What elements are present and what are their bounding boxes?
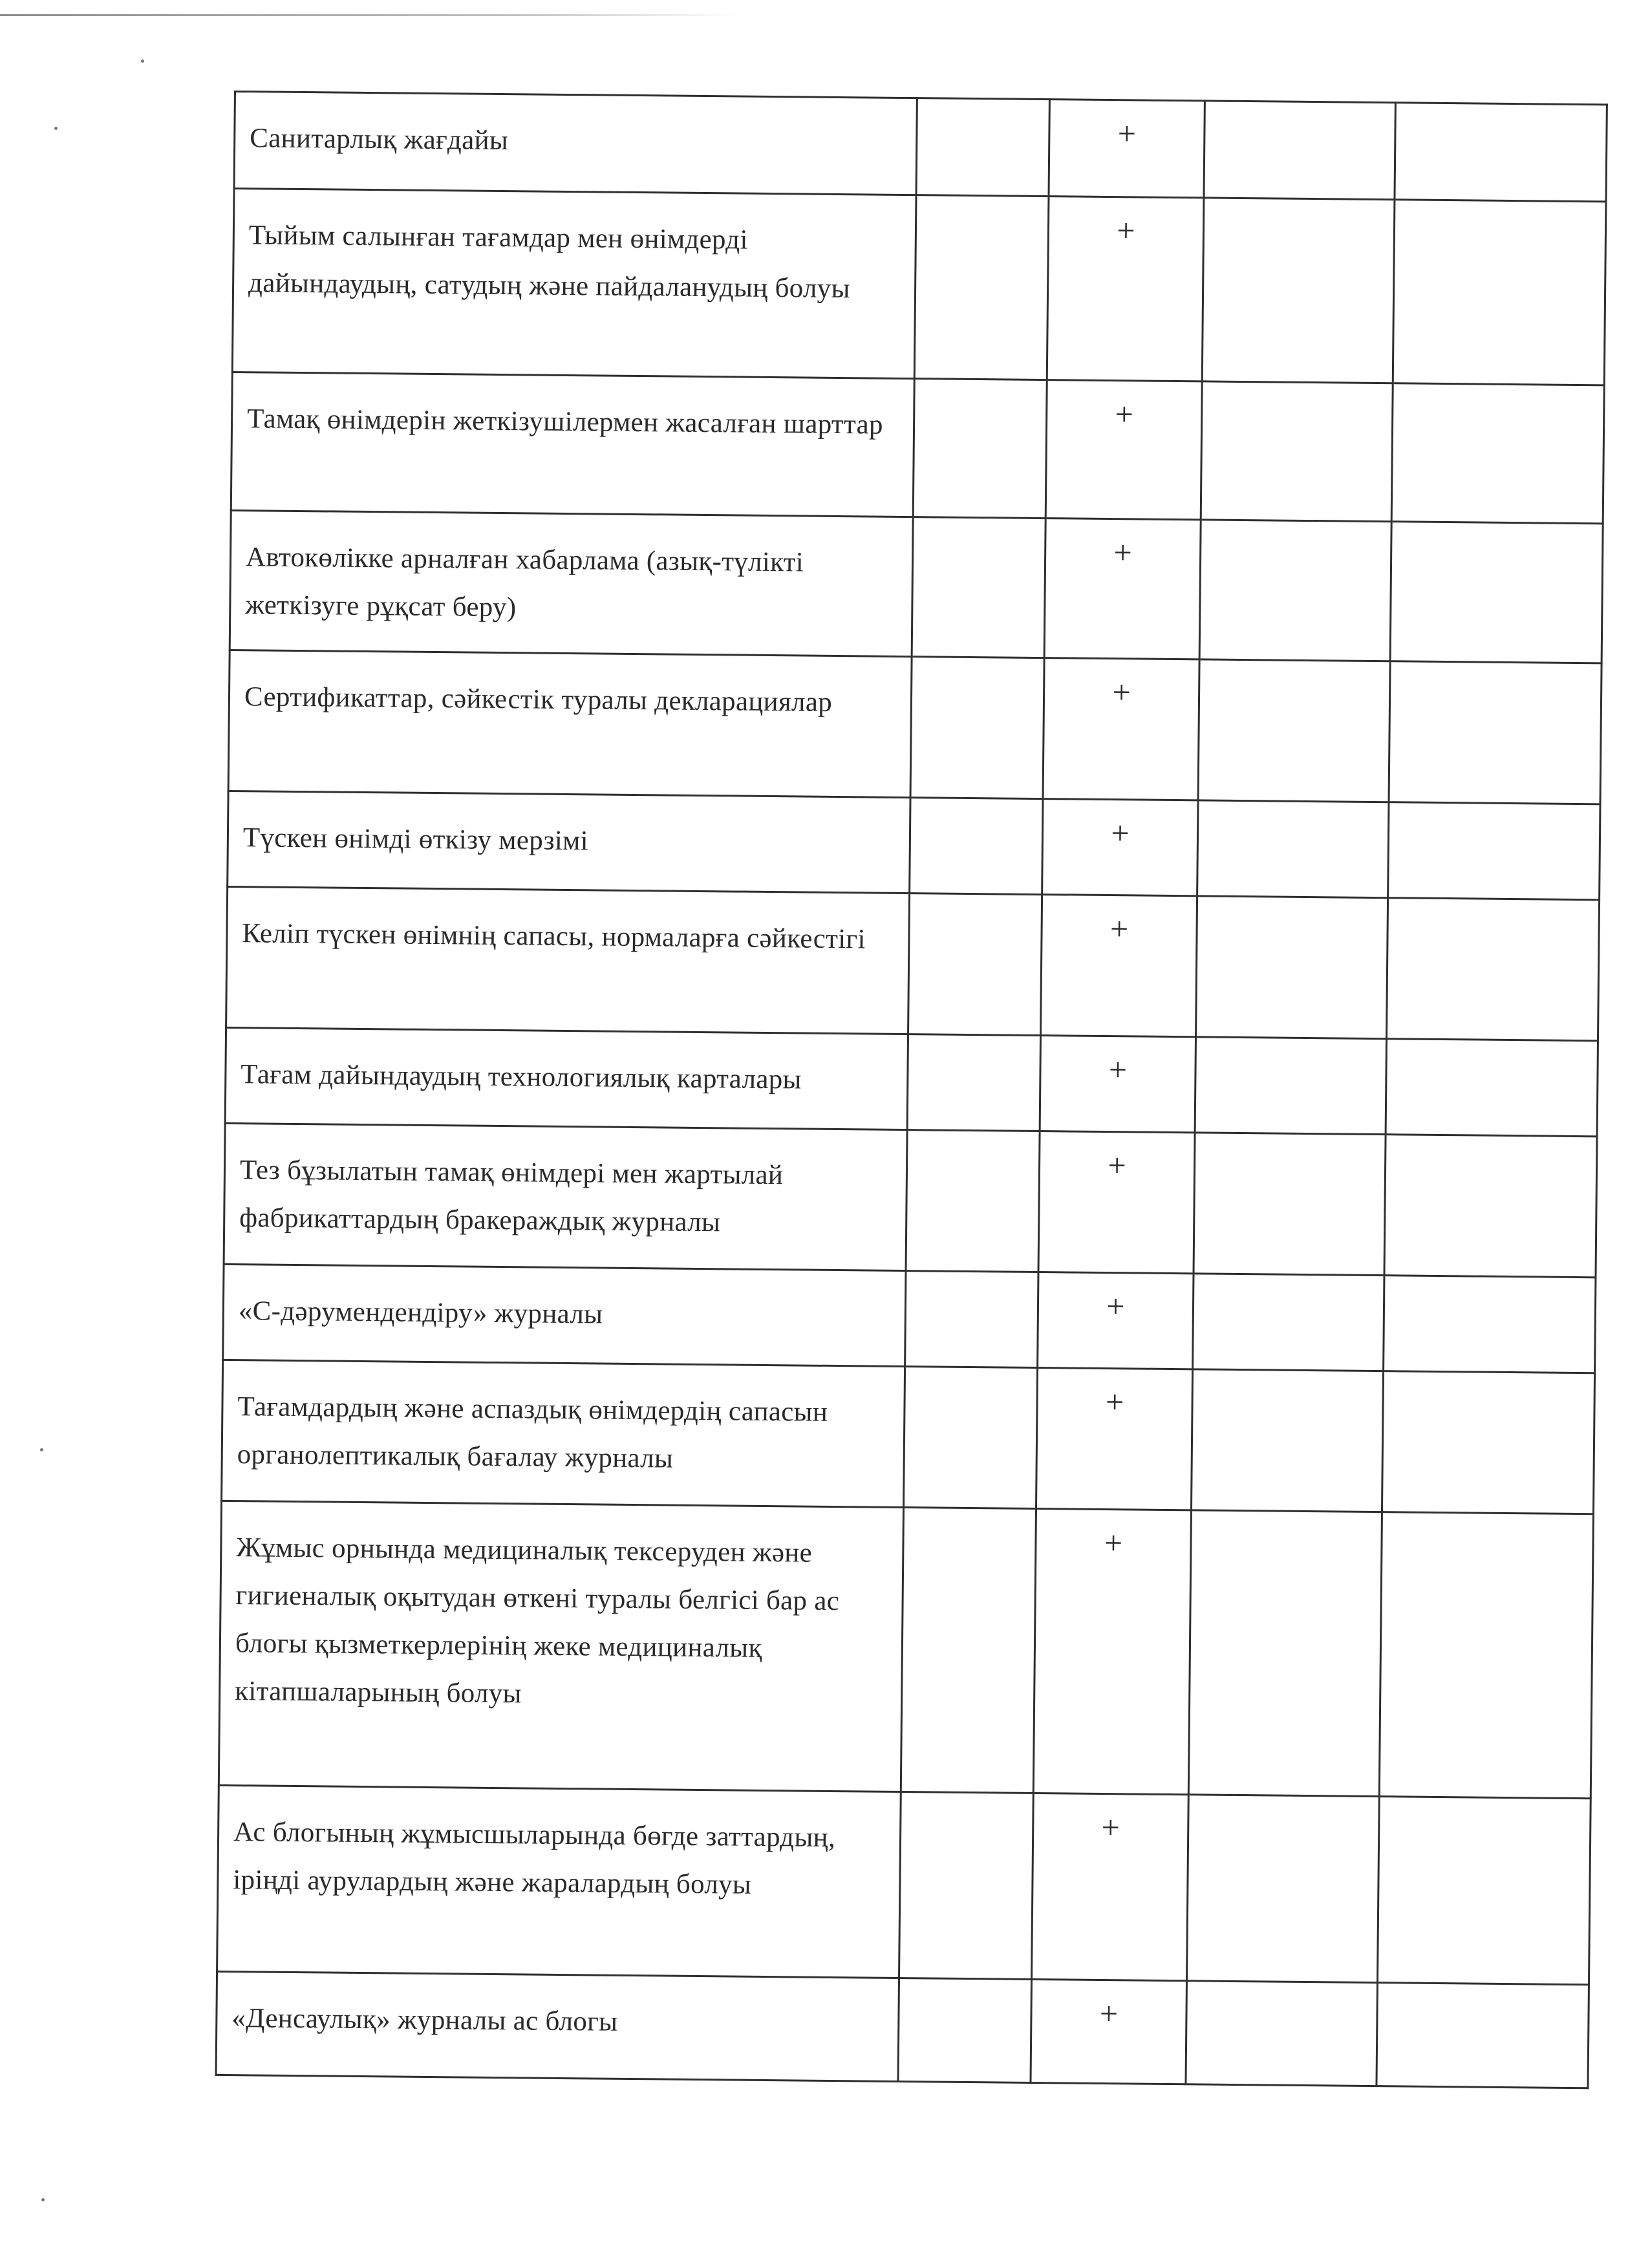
table-row [234,92,1607,202]
row-label: Автокөлікке арналған хабарлама (азық-түлікті жеткізуге рұқсат беру) [230,510,913,656]
mark-cell [910,657,1044,799]
scan-speck [40,1448,43,1451]
row-label: Келіп түскен өнімнің сапасы, нормаларға сәйкестігі [226,886,910,1034]
mark-cell [907,1034,1040,1131]
mark-cell [1198,659,1390,802]
mark-cell: + [1033,1509,1191,1795]
mark-cell [904,1367,1038,1509]
mark-cell [910,798,1043,895]
table-row [216,1971,1589,2088]
mark-cell [1201,381,1393,522]
mark-cell [1186,1981,1378,2086]
mark-cell [1188,1510,1382,1797]
mark-cell [1191,1369,1383,1512]
mark-cell: + [1031,1979,1187,2084]
mark-cell [1377,1797,1591,1985]
mark-cell: + [1036,1368,1193,1510]
row-label: «С-дәрумендендіру» журналы [223,1264,906,1366]
table-row [232,189,1606,385]
mark-cell [1379,1512,1593,1799]
table-row [222,1360,1595,1514]
checklist-table-wrapper [215,91,1606,2089]
scan-edge-line [0,14,737,16]
table-row [230,510,1603,663]
mark-cell: + [1043,658,1199,800]
mark-cell [1384,1276,1596,1373]
mark-cell: + [1032,1793,1189,1980]
mark-cell: + [1040,1036,1195,1133]
mark-cell [898,1978,1032,2083]
mark-cell: + [1047,197,1204,381]
mark-cell [916,98,1049,197]
mark-cell [1204,101,1395,200]
mark-cell [1194,1133,1386,1276]
row-label: Тағамдардың және аспаздық өнімдердің сапасын органолептикалық бағалау журналы [222,1360,905,1507]
row-label: Жұмыс орнында медициналық тексеруден және гигиеналық оқытудан өткені туралы белгісі бар ас блогы қызметкерлерінің жеке медициналық кітапшаларының болуы [219,1501,903,1792]
mark-cell [1389,661,1602,804]
row-label: «Денсаулық» журналы ас блогы [216,1971,899,2081]
mark-cell [899,1792,1034,1980]
table-row [223,1264,1596,1373]
row-label: Тыйым салынған тағамдар мен өнімдерді дайындаудың, сатудың және пайдаланудың болуы [232,189,916,379]
mark-cell [1386,1039,1598,1137]
mark-cell: + [1041,895,1197,1037]
row-label: Тамақ өнімдерін жеткізушілермен жасалған шарттар [231,372,914,517]
mark-cell [1388,802,1600,900]
mark-cell [1384,1135,1597,1278]
table-row [231,372,1604,523]
mark-cell [1202,198,1395,383]
scan-speck [141,59,144,63]
mark-cell [912,517,1045,658]
mark-cell [906,1130,1040,1272]
mark-cell [913,379,1047,519]
mark-cell [1391,383,1604,524]
mark-cell [1393,200,1606,385]
mark-cell [1195,1037,1386,1135]
mark-cell [1197,800,1389,898]
row-label: Санитарлық жағдайы [234,92,917,195]
table-row [226,886,1600,1040]
mark-cell [914,195,1049,380]
row-label: Тағам дайындаудың технологиялық карталары [225,1027,908,1129]
table-row [219,1501,1593,1798]
mark-cell [1187,1795,1380,1983]
mark-cell: + [1042,799,1198,896]
checklist-table [215,91,1608,2089]
mark-cell [1395,103,1607,202]
mark-cell: + [1038,1272,1194,1369]
scan-speck [54,127,58,130]
row-label: Түскен өнімді өткізу мерзімі [228,791,910,893]
mark-cell [1193,1274,1384,1371]
mark-cell [901,1508,1036,1793]
row-label: Тез бұзылатын тамақ өнімдері мен жартылай фабрикаттардың бракераждық журналы [224,1123,907,1270]
scan-speck [41,2198,45,2201]
row-label: Ас блогының жұмысшыларында бөгде заттардың, іріңді аурулардың және жаралардың болуы [217,1785,901,1978]
mark-cell [1199,520,1391,661]
table-row [224,1123,1597,1277]
mark-cell [1390,522,1603,663]
mark-cell [1382,1371,1594,1514]
table-row [228,650,1602,804]
mark-cell: + [1045,380,1202,520]
table-row [228,791,1600,899]
mark-cell: + [1038,1131,1195,1274]
table-row [217,1785,1591,1984]
row-label: Сертификаттар, сәйкестік туралы декларациялар [228,650,912,797]
mark-cell [908,893,1042,1036]
mark-cell [1377,1983,1589,2088]
mark-cell: + [1044,519,1201,659]
table-row [225,1027,1598,1136]
mark-cell: + [1049,100,1205,198]
mark-cell [1196,896,1388,1039]
mark-cell [1387,898,1600,1041]
mark-cell [905,1271,1038,1368]
